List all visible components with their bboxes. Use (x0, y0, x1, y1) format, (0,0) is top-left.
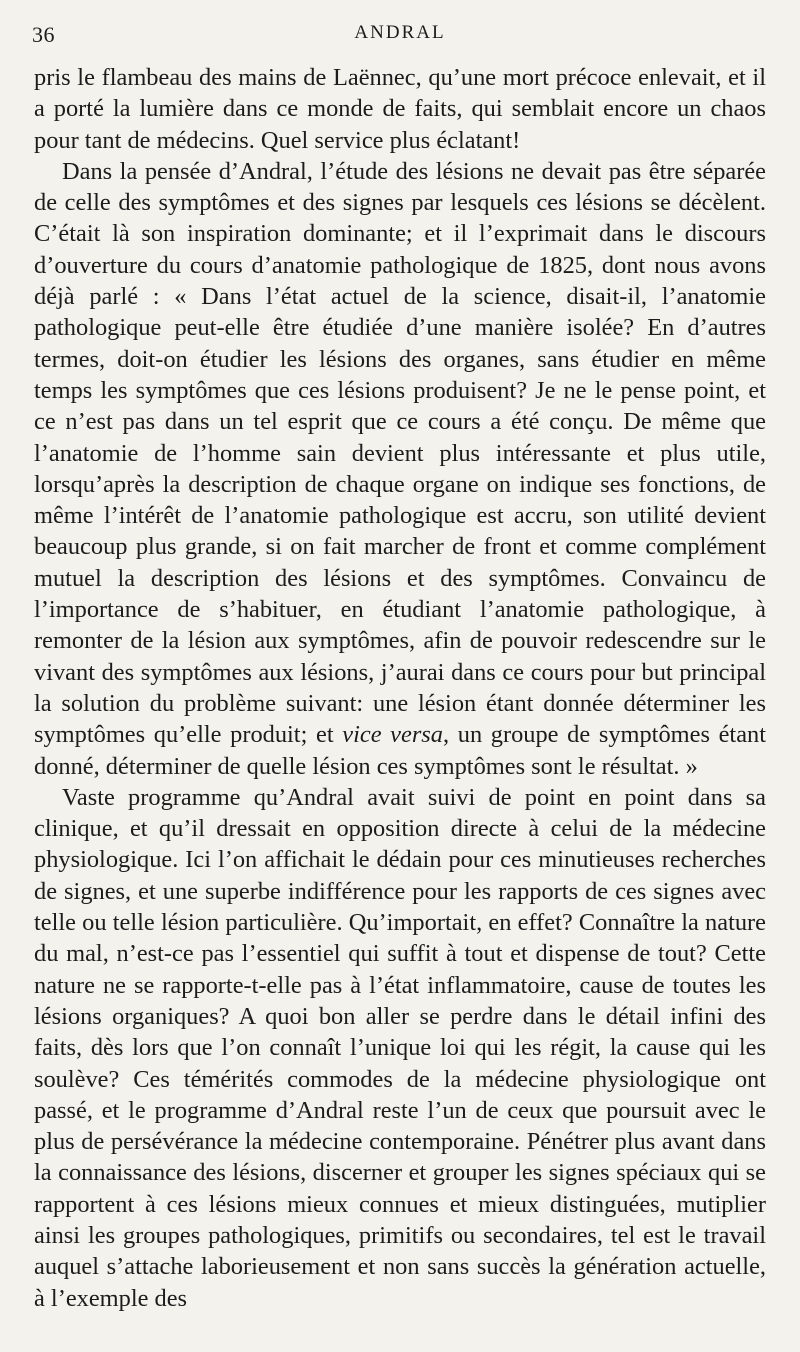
page-number: 36 (32, 22, 55, 47)
running-head (32, 22, 768, 52)
body-text (34, 62, 766, 1314)
paragraph-1: pris le flambeau des mains de Laënnec, qu’une mort précoce enlevait, et il a porté la lumière dans ce monde de faits, qui semblait encore un chaos pour tant de médecins. Quel service plus éclatant! (34, 64, 766, 154)
paragraph-2 (34, 156, 766, 782)
paragraph-2-text-end: , un groupe de symptômes étant donné, déterminer de quelle lésion ces symptômes sont le résultat. » (34, 721, 766, 780)
paragraph-2-text-start: Dans la pensée d’Andral, l’étude des lésions ne devait pas être séparée de celle des symptômes et des signes par lesquels ces lésions se décèlent. C’était là son inspiration dominante; et il l’exprimait dans le discours d’ouverture du cours d’anatomie pathologique de 1825, dont nous avons déjà parlé : « Dans l’état actuel de la science, disait-il, l’anatomie pathologique peut-elle être étudiée d’une manière isolée? En d’autres termes, doit-on étudier les lésions des organes, sans étudier en même temps les symptômes que ces lésions produisent? Je ne le pense point, et ce n’est pas dans un tel esprit que ce cours a été conçu. De même que l’anatomie de l’homme sain devient plus intéressante et plus utile, lorsqu’après la description de chaque organe on indique ses fonctions, de même l’intérêt de l’anatomie pathologique est accru, son utilité devient beaucoup plus grande, si on fait marcher de front et comme complément mutuel la description des lésions et des symptômes. Convaincu de l’importance de s’habituer, en étudiant l’anatomie pathologique, à remonter de la lésion aux symptômes, afin de pouvoir redescendre sur le vivant des symptômes aux lésions, j’aurai dans ce cours pour but principal la solution du problème suivant: une lésion étant donnée déterminer les symptômes qu’elle produit; et (34, 157, 766, 749)
running-title: ANDRAL (354, 22, 446, 43)
paragraph-3: Vaste programme qu’Andral avait suivi de point en point dans sa clinique, et qu’il dressait en opposition directe à celui de la médecine physiologique. Ici l’on affichait le dédain pour ces minutieuses recherches de signes, et une superbe indifférence pour les rapports de ces signes avec telle ou telle lésion particulière. Qu’importait, en effet? Connaître la nature du mal, n’est-ce pas l’essentiel qui suffit à tout et dispense de tout? Cette nature ne se rapporte-t-elle pas à l’état inflammatoire, cause de toutes les lésions organiques? A quoi bon aller se perdre dans le détail infini des faits, dès lors que l’on connaît l’unique loi qui les régit, la cause qui les soulève? Ces témérités commodes de la médecine physiologique ont passé, et le programme d’Andral reste l’un de ceux que poursuit avec le plus de persévérance la médecine contemporaine. Pénétrer plus avant dans la connaissance des lésions, discerner et grouper les signes spéciaux qui se rapportent à ces lésions mieux connues et mieux distinguées, mutiplier ainsi les groupes pathologiques, primitifs ou secondaires, tel est le travail auquel s’attache laborieusement et non sans succès la génération actuelle, à l’exemple des (34, 783, 766, 1312)
italic-phrase: vice versa (342, 721, 443, 749)
